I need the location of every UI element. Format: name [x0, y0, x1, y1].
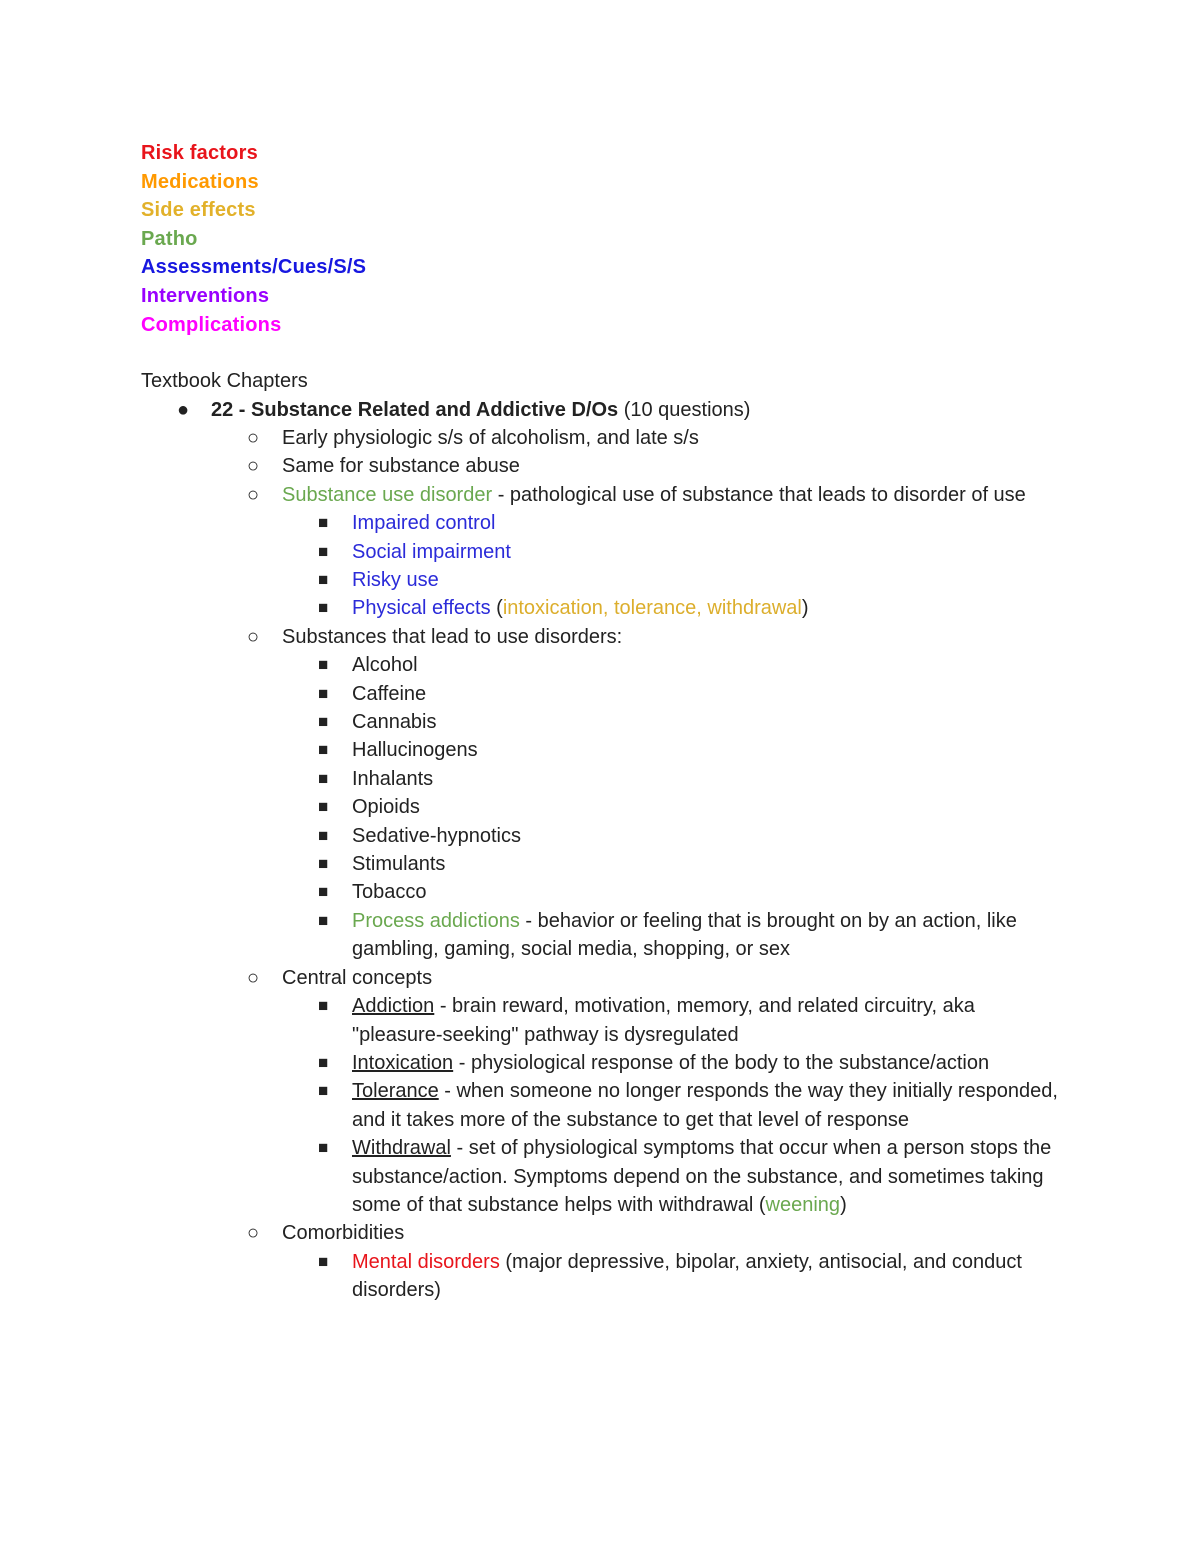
bullet-square-icon: ■: [318, 541, 329, 561]
substance-item: [282, 793, 1061, 821]
list-item: [282, 1049, 1061, 1077]
substance-item: [282, 736, 1061, 764]
bullet-square-icon: ■: [318, 768, 329, 788]
bullet-square-icon: ■: [318, 910, 329, 930]
bullet-square-icon: ■: [318, 825, 329, 845]
bullet-square-icon: ■: [318, 712, 329, 732]
bullet-circle-icon: ○: [247, 625, 260, 648]
section-heading: Textbook Chapters: [141, 370, 308, 393]
central-concepts-list: [282, 992, 1061, 1219]
substance-item: [282, 708, 1061, 736]
withdrawal-close: ): [840, 1193, 847, 1216]
chapter-title: 22 - Substance Related and Addictive D/Os: [211, 398, 619, 421]
tolerance-term: Tolerance: [352, 1080, 439, 1103]
bullet-circle-icon: ○: [247, 455, 260, 478]
substance-label: Sedative-hypnotics: [352, 824, 521, 847]
chapter-count: (10 questions): [618, 398, 751, 421]
document-page: [141, 139, 1061, 1305]
substance-item: [282, 765, 1061, 793]
list-item: [282, 538, 1061, 566]
central-concepts-heading: Central concepts: [282, 966, 433, 989]
list-item: [282, 907, 1061, 964]
process-addictions-definition: - behavior or feeling that is brought on by an action, like gambling, gaming, social media, shopping, or sex: [352, 909, 1017, 961]
bullet-circle-icon: ○: [247, 966, 260, 989]
impaired-control-text: Impaired control: [352, 512, 496, 535]
legend-medications: Medications: [141, 170, 259, 193]
substance-label: Caffeine: [352, 682, 427, 705]
early-signs-text: Early physiologic s/s of alcoholism, and late s/s: [282, 426, 699, 449]
bullet-square-icon: ■: [318, 683, 329, 703]
weening-term: weening: [765, 1193, 841, 1216]
legend-patho: Patho: [141, 227, 198, 250]
chapter-item: [141, 396, 1061, 1305]
substance-item: [282, 651, 1061, 679]
list-item: [211, 1219, 1061, 1304]
list-item: [211, 424, 1061, 452]
bullet-square-icon: ■: [318, 1081, 329, 1101]
sud-criteria-list: [282, 509, 1061, 623]
substance-item: [282, 878, 1061, 906]
comorbidities-list: [282, 1248, 1061, 1305]
list-item: [282, 992, 1061, 1049]
color-legend: [141, 139, 1061, 339]
substance-label: Alcohol: [352, 654, 418, 677]
social-impairment-text: Social impairment: [352, 540, 511, 563]
chapter-topics: [211, 424, 1061, 1305]
list-item: [211, 964, 1061, 1220]
intoxication-definition: - physiological response of the body to the substance/action: [453, 1051, 990, 1074]
paren-close: ): [801, 597, 809, 620]
list-item: [282, 1134, 1061, 1219]
substance-item: [282, 850, 1061, 878]
legend-assessments: Assessments/Cues/S/S: [141, 256, 367, 279]
substance-label: Opioids: [352, 796, 420, 819]
mental-disorders-term: Mental disorders: [352, 1250, 500, 1273]
chapter-list: [141, 396, 1061, 1305]
bullet-square-icon: ■: [318, 598, 329, 618]
list-item: [211, 623, 1061, 964]
same-for-text: Same for substance abuse: [282, 455, 520, 478]
substance-list: [282, 651, 1061, 907]
bullet-square-icon: ■: [318, 655, 329, 675]
tolerance-definition: - when someone no longer responds the way they initially responded, and it takes more of the substance to get that level of response: [352, 1080, 1058, 1131]
bullet-square-icon: ■: [318, 570, 329, 589]
process-list: [282, 907, 1061, 964]
legend-risk-factors: Risk factors: [141, 142, 258, 164]
substance-label: Tobacco: [352, 881, 427, 904]
bullet-square-icon: ■: [318, 882, 329, 902]
substance-label: Cannabis: [352, 711, 437, 734]
comorbidities-heading: Comorbidities: [282, 1222, 405, 1245]
legend-side-effects: Side effects: [141, 199, 256, 222]
legend-complications: Complications: [141, 313, 282, 336]
addiction-term: Addiction: [352, 995, 435, 1018]
bullet-square-icon: ■: [318, 740, 329, 760]
bullet-square-icon: ■: [318, 1251, 329, 1271]
list-item: [282, 566, 1061, 594]
substances-heading: Substances that lead to use disorders:: [282, 625, 623, 648]
bullet-circle-icon: ○: [247, 1222, 260, 1245]
list-item: [282, 1077, 1061, 1134]
substance-label: Hallucinogens: [352, 739, 478, 762]
physical-effects-text: Physical effects: [352, 597, 491, 620]
process-addictions-term: Process addictions: [352, 909, 520, 932]
substance-label: Stimulants: [352, 853, 446, 876]
legend-interventions: Interventions: [141, 284, 270, 307]
list-item: [282, 1248, 1061, 1305]
bullet-square-icon: ■: [318, 1138, 329, 1158]
physical-effects-detail: intoxication, tolerance, withdrawal: [502, 597, 802, 620]
bullet-square-icon: ■: [318, 513, 329, 533]
withdrawal-definition: - set of physiological symptoms that occur when a person stops the substance/action. Symptoms depend on the substance, and sometimes taking some of that substance helps with withdrawal (: [352, 1137, 1052, 1216]
paren-open: (: [490, 597, 503, 620]
list-item: [211, 481, 1061, 623]
bullet-disc-icon: ●: [177, 398, 190, 421]
substance-item: [282, 822, 1061, 850]
risky-use-text: Risky use: [352, 569, 439, 591]
list-item: [282, 594, 1061, 622]
bullet-square-icon: ■: [318, 1052, 329, 1072]
substance-item: [282, 680, 1061, 708]
addiction-definition: - brain reward, motivation, memory, and related circuitry, aka "pleasure-seeking" pathway is dysregulated: [352, 995, 975, 1046]
bullet-circle-icon: ○: [247, 426, 260, 449]
bullet-circle-icon: ○: [247, 483, 260, 506]
bullet-square-icon: ■: [318, 854, 329, 874]
list-item: [282, 509, 1061, 537]
bullet-square-icon: ■: [318, 996, 329, 1016]
list-item: [211, 452, 1061, 480]
sud-definition: - pathological use of substance that leads to disorder of use: [492, 483, 1026, 506]
mental-disorders-definition: (major depressive, bipolar, anxiety, antisocial, and conduct disorders): [352, 1250, 1022, 1302]
sud-term: Substance use disorder: [282, 483, 493, 506]
intoxication-term: Intoxication: [352, 1051, 454, 1074]
substance-label: Inhalants: [352, 767, 434, 790]
withdrawal-term: Withdrawal: [352, 1137, 451, 1160]
bullet-square-icon: ■: [318, 797, 329, 817]
